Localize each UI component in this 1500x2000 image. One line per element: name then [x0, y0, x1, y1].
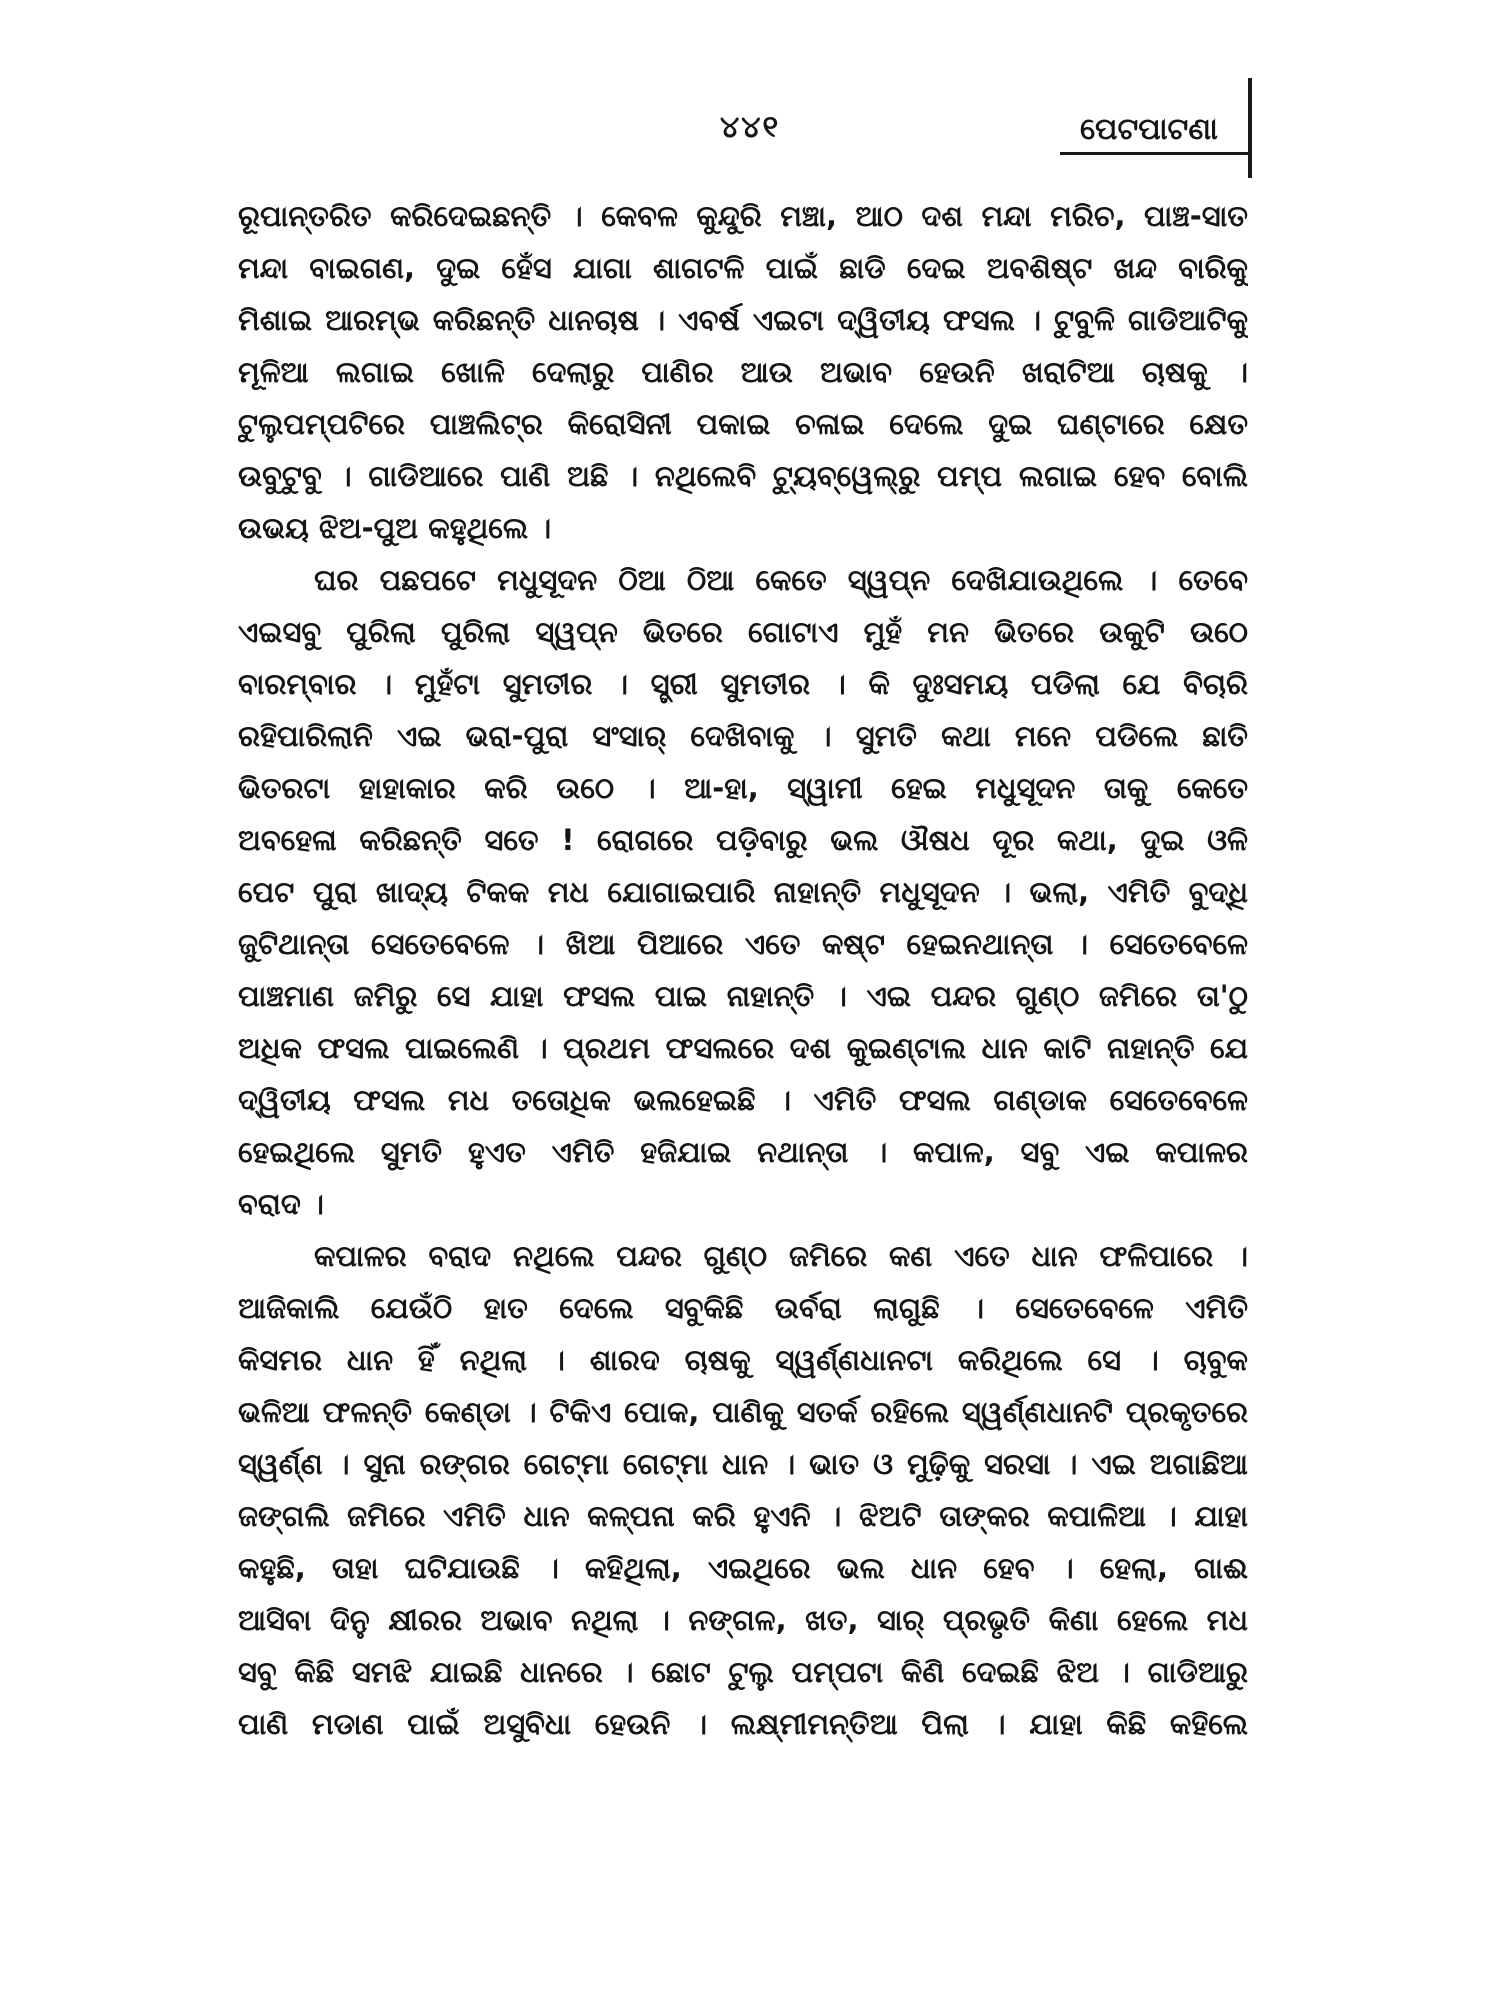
text-line: ସବୁ କିଛି ସମଝି ଯାଇଛି ଧାନରେ । ଛୋଟ ଟୁଲୁ ପମ୍ପଟା କିଣି ଦେଇଛି ଝିଅ । ଗାଡିଆରୁ	[238, 1655, 1248, 1689]
text-line: ଘର ପଛପଟେ ମଧୁସୂଦନ ଠିଆ ଠିଆ କେତେ ସ୍ୱପ୍ନ ଦେଖିଯାଉଥିଲେ । ତେବେ	[314, 563, 1248, 597]
text-line: ପେଟ ପୁରା ଖାଦ୍ୟ ଟିକକ ମଧ ଯୋଗାଇପାରି ନାହାନ୍ତି ମଧୁସୂଦନ । ଭଲା, ଏମିତି ବୁଦ୍ଧି	[238, 875, 1248, 909]
page-number: ୪୪୧	[720, 110, 781, 145]
header-corner-rule-vertical	[1248, 78, 1252, 178]
text-line: ରହିପାରିଲାନି ଏଇ ଭରା-ପୁରା ସଂସାର୍ ଦେଖିବାକୁ । ସୁମତି କଥା ମନେ ପଡିଲେ ଛାତି	[238, 719, 1248, 753]
text-line: ଉବୁଟୁବୁ । ଗାଡିଆରେ ପାଣି ଅଛି । ନଥିଲେବି ଟ୍ୟୁବ୍‌ୱେଲ୍‌ରୁ ପମ୍ପ ଲଗାଇ ହେବ ବୋଲି	[238, 459, 1248, 493]
text-line: ପାଞ୍ଚମାଣ ଜମିରୁ ସେ ଯାହା ଫସଲ ପାଇ ନାହାନ୍ତି । ଏଇ ପନ୍ଦର ଗୁଣ୍ଠ ଜମିରେ ତା'ଠୁ	[238, 979, 1248, 1013]
text-line: ମନ୍ଦା ବାଇଗଣ, ଦୁଇ ହେଁସ ଯାଗା ଶାଗଟଳି ପାଇଁ ଛାଡି ଦେଇ ଅବଶିଷ୍ଟ ଖନ୍ଦ ବାରିକୁ	[238, 251, 1248, 285]
text-line: ଆଜିକାଲି ଯେଉଁଠି ହାତ ଦେଲେ ସବୁକିଛି ଉର୍ବରା ଲାଗୁଛି । ସେତେବେଳେ ଏମିତି	[238, 1291, 1248, 1325]
text-line: ଦ୍ୱିତୀୟ ଫସଲ ମଧ ତତୋଧିକ ଭଲହେଇଛି । ଏମିତି ଫସଲ ଗଣ୍ଡାକ ସେତେବେଳେ	[238, 1083, 1248, 1117]
body-text	[238, 190, 1248, 1750]
text-line: ଅଧିକ ଫସଲ ପାଇଲେଣି । ପ୍ରଥମ ଫସଲରେ ଦଶ କୁଇଣ୍ଟାଲ ଧାନ କାଟି ନାହାନ୍ତି ଯେ	[238, 1031, 1248, 1065]
text-line: ଏଇସବୁ ପୁରିଲା ପୁରିଲା ସ୍ୱପ୍ନ ଭିତରେ ଗୋଟାଏ ମୁହଁ ମନ ଭିତରେ ଉକୁଟି ଉଠେ	[238, 615, 1248, 649]
text-line: କହୁଛି, ତାହା ଘଟିଯାଉଛି । କହିଥିଲା, ଏଇଥିରେ ଭଲ ଧାନ ହେବ । ହେଲା, ଗାଈ	[238, 1551, 1248, 1585]
text-line: ହେଇଥିଲେ ସୁମତି ହୁଏତ ଏମିତି ହଜିଯାଇ ନଥାନ୍ତା । କପାଳ, ସବୁ ଏଇ କପାଳର	[238, 1135, 1248, 1169]
text-line: କିସମର ଧାନ ହିଁ ନଥିଲା । ଶାରଦ ଚାଷକୁ ସ୍ୱର୍ଣ୍ଣଧାନଟା କରିଥିଲେ ସେ । ଚାବୁକ	[238, 1343, 1248, 1377]
text-line: ମୂଳିଆ ଲଗାଇ ଖୋଳି ଦେଲାରୁ ପାଣିର ଆଉ ଅଭାବ ହେଉନି ଖରାଟିଆ ଚାଷକୁ ।	[238, 355, 1248, 389]
text-line: ଉଭୟ ଝିଅ-ପୁଅ କହୁଥିଲେ ।	[238, 511, 552, 545]
text-line: ପାଣି ମଡାଣ ପାଇଁ ଅସୁବିଧା ହେଉନି । ଲକ୍ଷ୍ମୀମନ୍ତିଆ ପିଲା । ଯାହା କିଛି କହିଲେ	[238, 1707, 1248, 1741]
text-line: ଜଙ୍ଗଲି ଜମିରେ ଏମିତି ଧାନ କଳ୍ପନା କରି ହୁଏନି । ଝିଅଟି ତାଙ୍କର କପାଳିଆ । ଯାହା	[238, 1499, 1248, 1533]
text-line: ଭିତରଟା ହାହାକାର କରି ଉଠେ । ଆ-ହା, ସ୍ୱାମୀ ହେଇ ମଧୁସୂଦନ ତାକୁ କେତେ	[238, 771, 1248, 805]
text-line: ଭଳିଆ ଫଳନ୍ତି କେଣ୍ଡା । ଟିକିଏ ପୋକ, ପାଣିକୁ ସତର୍କ ରହିଲେ ସ୍ୱର୍ଣ୍ଣଧାନଟି ପ୍ରକୃତରେ	[238, 1395, 1248, 1429]
text-line: ଜୁଟିଥାନ୍ତା ସେତେବେଳେ । ଖିଆ ପିଆରେ ଏତେ କଷ୍ଟ ହେଇନଥାନ୍ତା । ସେତେବେଳେ	[238, 927, 1248, 961]
text-line: ବରାଦ ।	[238, 1187, 324, 1221]
text-line: କପାଳର ବରାଦ ନଥିଲେ ପନ୍ଦର ଗୁଣ୍ଠ ଜମିରେ କଣ ଏତେ ଧାନ ଫଳିପାରେ ।	[314, 1239, 1248, 1273]
text-line: ଆସିବା ଦିନୁ କ୍ଷୀରର ଅଭାବ ନଥିଲା । ନଙ୍ଗଳ, ଖତ, ସାର୍ ପ୍ରଭୃତି କିଣା ହେଲେ ମଧ	[238, 1603, 1248, 1637]
text-line: ଅବହେଳା କରିଛନ୍ତି ସତେ ! ରୋଗରେ ପଡ଼ିବାରୁ ଭଲ ଔଷଧ ଦୂର କଥା, ଦୁଇ ଓଳି	[238, 823, 1248, 857]
text-line: ସ୍ୱର୍ଣ୍ଣ । ସୁନା ରଙ୍ଗର ଗେଟ୍‌ମା ଗେଟ୍‌ମା ଧାନ । ଭାତ ଓ ମୁଢ଼ିକୁ ସରସା । ଏଇ ଅଗାଛିଆ	[238, 1447, 1248, 1481]
text-line: ବାରମ୍ବାର । ମୁହଁଟା ସୁମତୀର । ସ୍ତ୍ରୀ ସୁମତୀର । କି ଦୁଃସମୟ ପଡିଲା ଯେ ବିଚାରି	[238, 667, 1248, 701]
text-line: ଟୁଲୁପମ୍ପଟିରେ ପାଞ୍ଚଲିଟ୍ର କିରୋସିନୀ ପକାଇ ଚଳାଇ ଦେଲେ ଦୁଇ ଘଣ୍ଟାରେ କ୍ଷେତ	[238, 407, 1248, 441]
header-corner-rule-horizontal	[1060, 152, 1250, 155]
text-line: ରୂପାନ୍ତରିତ କରିଦେଇଛନ୍ତି । କେବଳ କୁନ୍ଦୁରି ମଞ୍ଚା, ଆଠ ଦଶ ମନ୍ଦା ମରିଚ, ପାଞ୍ଚ-ସାତ	[238, 199, 1248, 233]
text-line: ମିଶାଇ ଆରମ୍ଭ କରିଛନ୍ତି ଧାନଚାଷ । ଏବର୍ଷ ଏଇଟା ଦ୍ୱିତୀୟ ଫସଲ । ଟୁବୁଳି ଗାଡିଆଟିକୁ	[238, 303, 1248, 337]
running-title: ପେଟପାଟଣା	[1080, 112, 1218, 147]
